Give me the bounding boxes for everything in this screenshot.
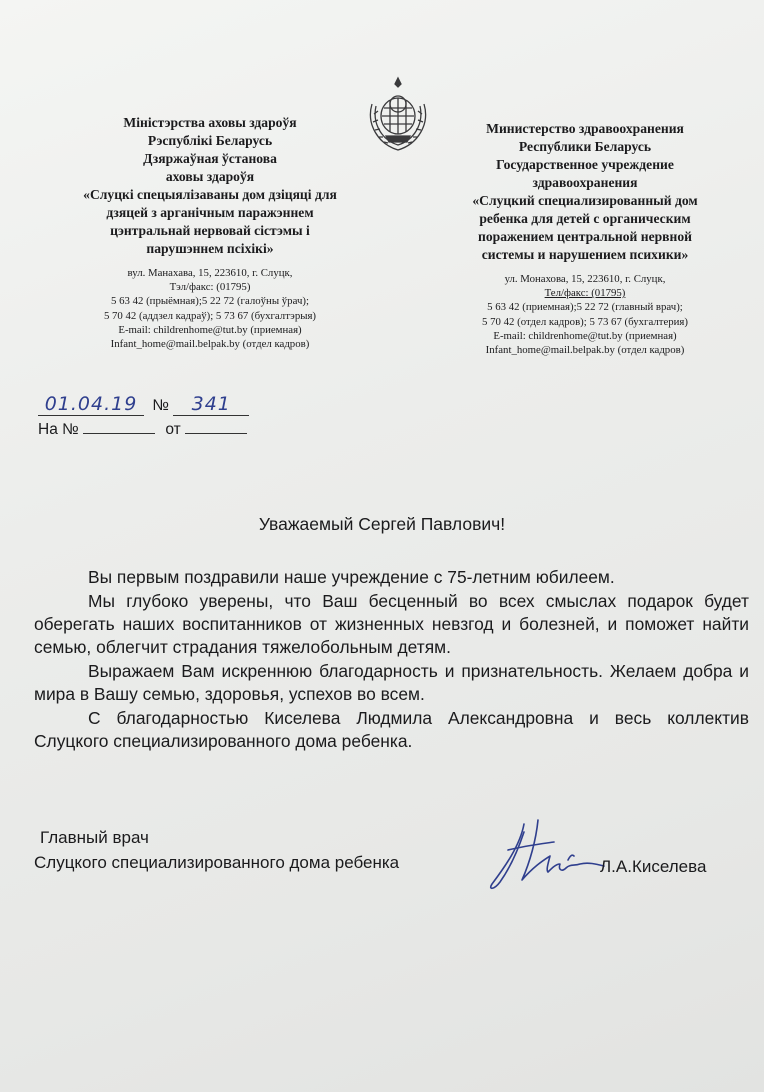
reg-number: 341 — [191, 393, 231, 415]
header-line: Міністэрства аховы здароўя — [123, 115, 297, 130]
body-paragraph: Выражаем Вам искреннюю благодарность и признательность. Желаем добра и мира в Вашу семью, здоровья, успехов во всем. — [34, 661, 749, 704]
header-line: системы и нарушением психики» — [481, 247, 689, 262]
header-line: ребенка для детей с органическим — [479, 211, 691, 226]
contact-line: Тэл/факс: (01795) — [169, 281, 251, 294]
reg-number-field — [173, 393, 249, 416]
contact-line: ул. Монахова, 15, 223610, г. Слуцк, — [504, 273, 666, 285]
handwritten-signature-icon — [484, 806, 614, 896]
registration-block — [38, 393, 338, 441]
contact-line: E-mail: childrenhome@tut.by (приемная) — [493, 329, 677, 342]
header-line: Государственное учреждение — [496, 157, 674, 172]
contact-line: E-mail: childrenhome@tut.by (приемная) — [118, 323, 302, 336]
contact-line: Infant_home@mail.belpak.by (отдел кадров) — [110, 338, 310, 351]
header-line: здравоохранения — [532, 175, 638, 190]
header-line: цэнтральнай нервовай сістэмы і — [110, 223, 310, 238]
header-line: поражением центральной нервной — [478, 229, 692, 244]
header-line: «Слуцкий специализированный дом — [472, 193, 698, 208]
reg-ref-field — [83, 419, 155, 434]
header-line: «Слуцкі спецыялізаваны дом дзіцяці для — [83, 187, 337, 202]
reg-ref-label: На № — [38, 421, 79, 438]
contact-line: вул. Манахава, 15, 223610, г. Слуцк, — [127, 267, 293, 279]
contact-line: 5 70 42 (аддзел кадраў); 5 73 67 (бухгалтэрыя) — [103, 309, 317, 322]
signatory-organization: Слуцкого специализированного дома ребенка — [34, 853, 400, 872]
header-left-title — [40, 114, 380, 258]
header-left — [40, 114, 380, 351]
reg-from-label: от — [165, 421, 181, 438]
signatory-name: Л.А.Киселева — [600, 857, 707, 876]
header-line: аховы здароўя — [165, 169, 255, 184]
reg-date: 01.04.19 — [44, 393, 138, 415]
contact-line: Тел/факс: (01795) — [544, 287, 626, 300]
header-line: парушэннем псіхікі» — [146, 241, 274, 256]
salutation: Уважаемый Сергей Павлович! — [258, 514, 506, 534]
contact-line: 5 63 42 (прыёмная);5 22 72 (галоўны ўрач); — [111, 295, 309, 308]
header-line: дзяцей з арганічным паражэннем — [106, 205, 314, 220]
body-paragraph: Вы первым поздравили наше учреждение с 75-летним юбилеем. — [88, 567, 615, 587]
header-left-contacts — [40, 266, 380, 351]
body-paragraph: С благодарностью Киселева Людмила Александровна и весь коллектив Слуцкого специализированного дома ребенка. — [34, 708, 749, 752]
body-paragraph: Мы глубоко уверены, что Ваш бесценный во всех смыслах подарок будет оберегать наших воспитанников от жизненных невзгод и болезней, и поможет найти семью, облегчит страдания тяжелобольным детям. — [34, 591, 749, 657]
contact-line: Infant_home@mail.belpak.by (отдел кадров) — [485, 344, 685, 357]
contact-line: 5 70 42 (отдел кадров); 5 73 67 (бухгалтерия) — [482, 315, 688, 328]
header-right — [415, 120, 755, 357]
header-line: Рэспублікі Беларусь — [147, 133, 273, 148]
header-right-contacts — [415, 272, 755, 357]
header-line: Министерство здравоохранения — [486, 121, 684, 136]
reg-number-label: № — [152, 397, 169, 414]
header-right-title — [415, 120, 755, 264]
header-line: Дзяржаўная ўстанова — [143, 151, 277, 166]
contact-line: 5 63 42 (приемная);5 22 72 (главный врач); — [487, 301, 683, 314]
letter-body — [34, 566, 749, 754]
signatory-title: Главный врач — [40, 828, 149, 847]
reg-date-field — [38, 393, 144, 416]
header-line: Республики Беларусь — [518, 139, 652, 154]
reg-from-field — [185, 419, 247, 434]
